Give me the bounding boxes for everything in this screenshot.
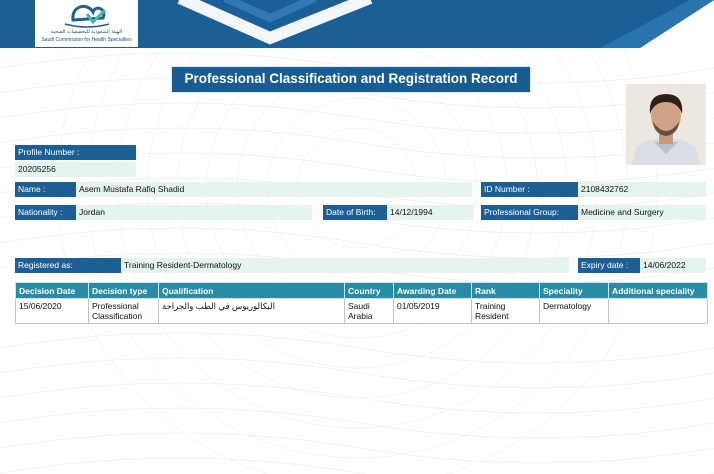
expiry-date-label: Expiry date :	[578, 258, 640, 273]
profile-photo	[626, 84, 706, 165]
scfhs-logo	[35, 0, 138, 47]
col-decision-date: Decision Date	[16, 283, 89, 299]
col-decision-type: Decision type	[89, 283, 159, 299]
name-label: Name :	[15, 182, 76, 197]
profile-number-label: Profile Number :	[15, 145, 136, 160]
id-number-value: 2108432762	[578, 182, 706, 197]
col-speciality: Speciality	[540, 283, 609, 299]
cell-awarding-date: 01/05/2019	[394, 299, 472, 324]
col-rank: Rank	[472, 283, 540, 299]
cell-decision-date: 15/06/2020	[16, 299, 89, 324]
page-title: Professional Classification and Registration Record	[171, 66, 531, 93]
registered-as-value: Training Resident-Dermatology	[121, 258, 569, 273]
cell-rank: Training Resident	[472, 299, 540, 324]
name-value: Asem Mustafa Rafiq Shadid	[76, 182, 472, 197]
cell-country: Saudi Arabia	[345, 299, 394, 324]
professional-group-value: Medicine and Surgery	[578, 205, 706, 220]
col-country: Country	[345, 283, 394, 299]
nationality-value: Jordan	[76, 205, 312, 220]
header-bar	[0, 0, 714, 48]
col-awarding-date: Awarding Date	[394, 283, 472, 299]
classification-table	[15, 282, 708, 324]
col-qualification: Qualification	[159, 283, 345, 299]
logo-english-text: Saudi Commission for Health Specialties	[41, 37, 132, 43]
id-number-label: ID Number :	[481, 182, 578, 197]
dob-label: Date of Birth:	[323, 205, 387, 220]
logo-arabic-text: الهيئة السعودية للتخصصات الصحية	[50, 29, 123, 35]
profile-number-value: 20205256	[15, 162, 136, 177]
table-row	[16, 299, 708, 324]
registered-as-label: Registered as:	[15, 258, 121, 273]
cell-decision-type: Professional Classification	[89, 299, 159, 324]
dob-value: 14/12/1994	[387, 205, 473, 220]
col-additional-speciality: Additional speciality	[609, 283, 708, 299]
person-photo-icon	[626, 84, 706, 165]
professional-group-label: Professional Group:	[481, 205, 578, 220]
cell-additional-speciality	[609, 299, 708, 324]
scfhs-logo-icon	[35, 0, 138, 30]
table-header-row	[16, 283, 708, 299]
nationality-label: Nationality :	[15, 205, 76, 220]
expiry-date-value: 14/06/2022	[640, 258, 706, 273]
cell-qualification: البكالوريوس في الطب والجراحة	[159, 299, 345, 324]
cell-speciality: Dermatology	[540, 299, 609, 324]
